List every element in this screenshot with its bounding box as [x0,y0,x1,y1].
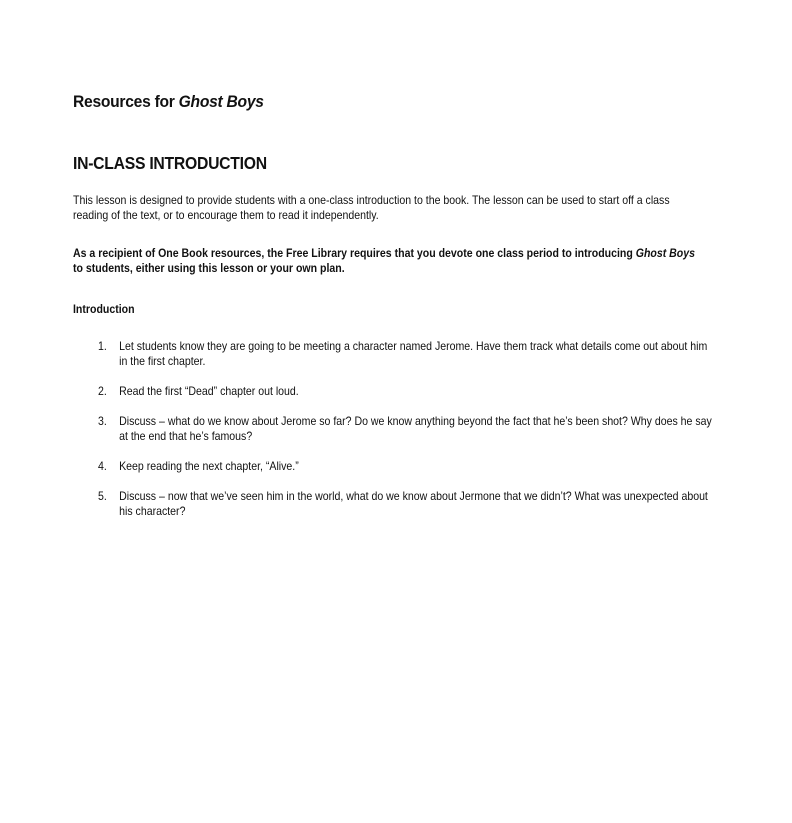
step-text: Let students know they are going to be meeting a character named Jerome. Have them track what details come out about him in the first chapter. [119,339,708,368]
step-text: Keep reading the next chapter, “Alive.” [119,459,299,473]
introduction-subheading: Introduction [73,302,135,316]
requirement-book-name: Ghost Boys [635,246,696,260]
step-number: 3. [98,414,107,428]
title-prefix: Resources for [73,92,179,111]
requirement-text-1: As a recipient of One Book resources, the Free Library requires that you devote one class period to introducing [73,246,636,260]
intro-paragraph: This lesson is designed to provide students with a one-class introduction to the book. The lesson can be used to start off a class reading of the text, or to encourage them to read it independently. [73,193,670,222]
section-heading: IN-CLASS INTRODUCTION [73,153,267,173]
requirement-text-2: to students, either using this lesson or your own plan. [73,261,345,275]
step-text: Read the first “Dead” chapter out loud. [119,384,299,398]
document-title [73,92,264,112]
step-number: 5. [98,489,107,503]
list-item [98,414,714,444]
step-number: 1. [98,339,107,353]
requirement-paragraph [73,246,707,276]
list-item [98,384,714,399]
list-item [98,459,714,474]
steps-list [98,339,714,534]
list-item [98,489,714,519]
list-item [98,339,714,369]
step-number: 4. [98,459,107,473]
title-book-name: Ghost Boys [178,92,264,111]
step-number: 2. [98,384,107,398]
step-text: Discuss – now that we’ve seen him in the world, what do we know about Jermone that we didn’t? What was unexpected about his character? [119,489,708,518]
step-text: Discuss – what do we know about Jerome so far? Do we know anything beyond the fact that he’s been shot? Why does he say at the end that he’s famous? [119,414,712,443]
